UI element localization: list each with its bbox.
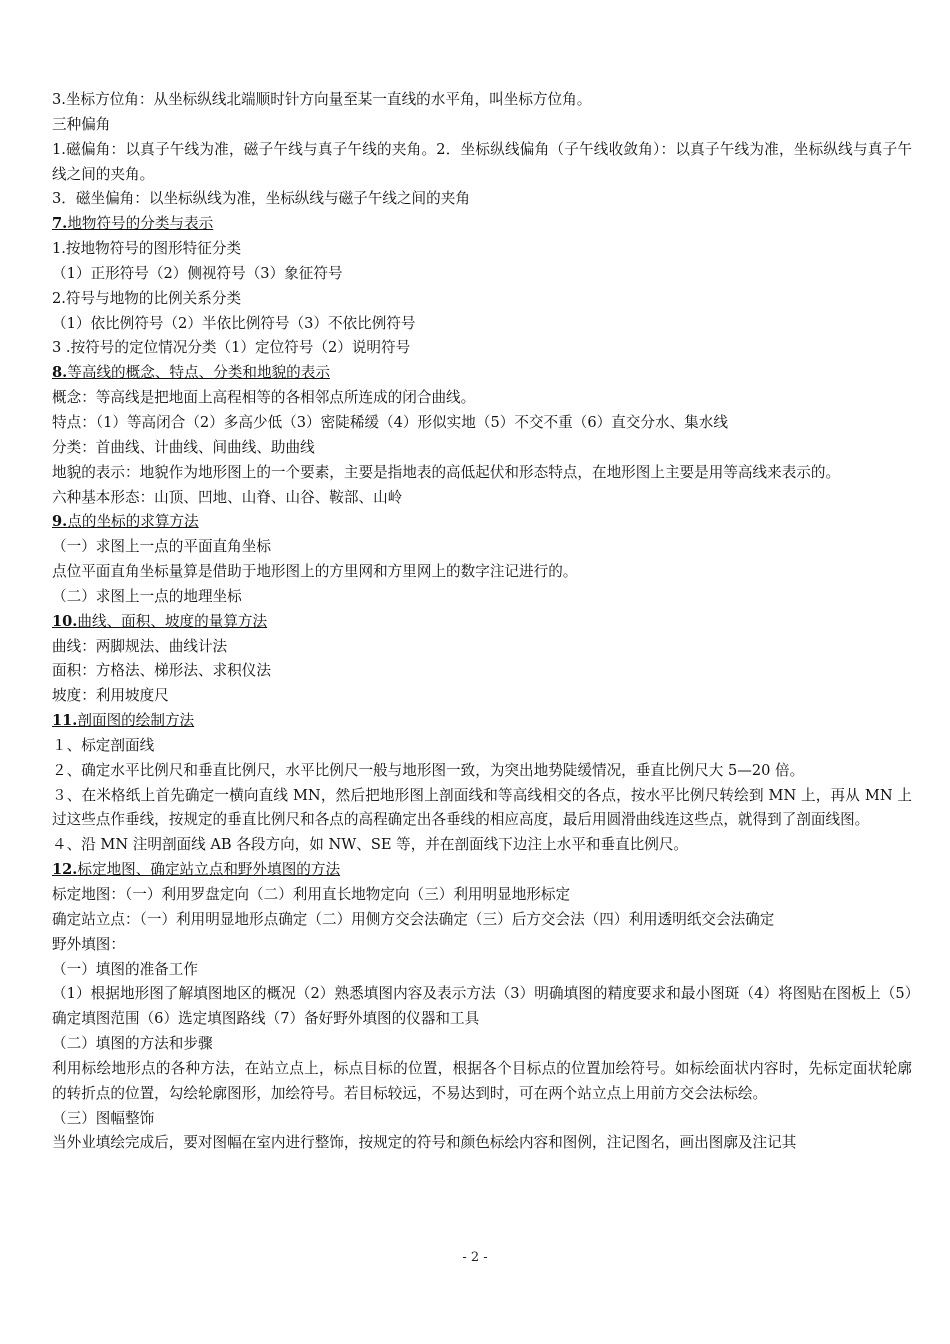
text-line: ３、在米格纸上首先确定一横向直线 MN，然后把地形图上剖面线和等高线相交的各点，按水平比例尺转绘到 MN 上，再从 MN 上过这些点作垂线，按规定的垂直比例尺和各点的高程确定出各垂线的相应高度，最后用圆滑曲线连这些点，就得到了剖面线图。 [52,786,912,829]
document-body [52,88,912,1156]
text-line: （三）图幅整饰 [52,1109,155,1127]
text-line: 标定地图：（一）利用罗盘定向（二）利用直长地物定向（三）利用明显地形标定 [52,886,571,903]
section-heading [52,858,912,883]
section-title: 剖面图的绘制方法 [77,712,195,730]
section-heading [52,212,912,237]
text-line: （1）根据地形图了解填图地区的概况（2）熟悉填图内容及表示方法（3）明确填图的精度要求和最小图斑（4）将图贴在图板上（5）确定填图范围（6）选定填图路线（7）备好野外填图的仪器和工具 [52,985,912,1028]
text-line: 坡度：利用坡度尺 [52,687,169,705]
section-title: 地物符号的分类与表示 [67,215,214,233]
section-number: 12. [52,861,78,879]
text-line: （1）依比例符号（2）半依比例符号（3）不依比例符号 [52,314,416,332]
section-number: 11. [52,712,78,730]
text-line: （二）求图上一点的地理坐标 [52,587,242,605]
section-heading [52,610,912,635]
text-line: 点位平面直角坐标量算是借助于地形图上的方里网和方里网上的数字注记进行的。 [52,563,578,581]
text-line: 六种基本形态：山顶、凹地、山脊、山谷、鞍部、山岭 [52,488,403,506]
section-heading [52,510,912,535]
text-line: 确定站立点：（一）利用明显地形点确定（二）用侧方交会法确定（三）后方交会法（四）利用透明纸交会法确定 [52,910,775,928]
text-line: （一）求图上一点的平面直角坐标 [52,538,271,556]
text-line: （一）填图的准备工作 [52,960,198,978]
section-title: 点的坐标的求算方法 [67,513,199,531]
text-line: 分类：首曲线、计曲线、间曲线、助曲线 [52,438,315,456]
section-number: 8. [52,364,68,382]
text-line: ４、沿 MN 注明剖面线 AB 各段方向，如 NW、SE 等，并在剖面线下边注上水平和垂直比例尺。 [52,836,689,854]
text-line: 3.坐标方位角：从坐标纵线北端顺时针方向量至某一直线的水平角，叫坐标方位角。 [52,91,592,108]
text-line: （二）填图的方法和步骤 [52,1035,213,1053]
text-line: 1.磁偏角：以真子午线为准，磁子午线与真子午线的夹角。2．坐标纵线偏角（子午线收敛角）：以真子午线为准，坐标纵线与真子午线之间的夹角。 [52,140,912,183]
text-line: 野外填图： [52,935,125,953]
section-title: 等高线的概念、特点、分类和地貌的表示 [67,364,330,382]
text-line: １、标定剖面线 [52,736,155,754]
section-number: 9. [52,513,68,531]
text-line: 3 .按符号的定位情况分类（1）定位符号（2）说明符号 [52,339,411,357]
section-heading [52,361,912,386]
text-line: 1.按地物符号的图形特征分类 [52,240,242,258]
text-line: ２、确定水平比例尺和垂直比例尺，水平比例尺一般与地形图一致，为突出地势陡缓情况，垂直比例尺大 5—20 倍。 [52,761,805,779]
text-line: 概念：等高线是把地面上高程相等的各相邻点所连成的闭合曲线。 [52,389,476,407]
text-line: 三种偏角 [52,115,111,133]
text-line: 2.符号与地物的比例关系分类 [52,289,242,307]
text-line: 当外业填绘完成后，要对图幅在室内进行整饰，按规定的符号和颜色标绘内容和图例，注记图名，画出图廓及注记其 [52,1134,797,1152]
text-line: 曲线：两脚规法、曲线计法 [52,637,228,655]
text-line: 利用标绘地形点的各种方法，在站立点上，标点目标的位置，根据各个目标点的位置加绘符号。如标绘面状内容时，先标定面状轮廓的转折点的位置，勾绘轮廓图形，加绘符号。若目标较远，不易达到时，可在两个站立点上用前方交会法标绘。 [52,1059,912,1102]
text-line: 地貌的表示：地貌作为地形图上的一个要素，主要是指地表的高低起伏和形态特点，在地形图上主要是用等高线来表示的。 [52,463,841,481]
page-number: - 2 - [462,1250,488,1265]
text-line: （1）正形符号（2）侧视符号（3）象征符号 [52,264,343,282]
text-line: 3．磁坐偏角：以坐标纵线为准，坐标纵线与磁子午线之间的夹角 [52,190,470,208]
section-title: 曲线、面积、坡度的量算方法 [77,612,268,630]
section-title: 标定地图、确定站立点和野外填图的方法 [77,861,341,879]
text-line: 特点：（1）等高闭合（2）多高少低（3）密陡稀缓（4）形似实地（5）不交不重（6）直交分水、集水线 [52,413,728,431]
section-number: 10. [52,612,78,630]
text-line: 面积：方格法、梯形法、求积仪法 [52,662,271,680]
section-heading [52,709,912,734]
section-number: 7. [52,215,68,233]
